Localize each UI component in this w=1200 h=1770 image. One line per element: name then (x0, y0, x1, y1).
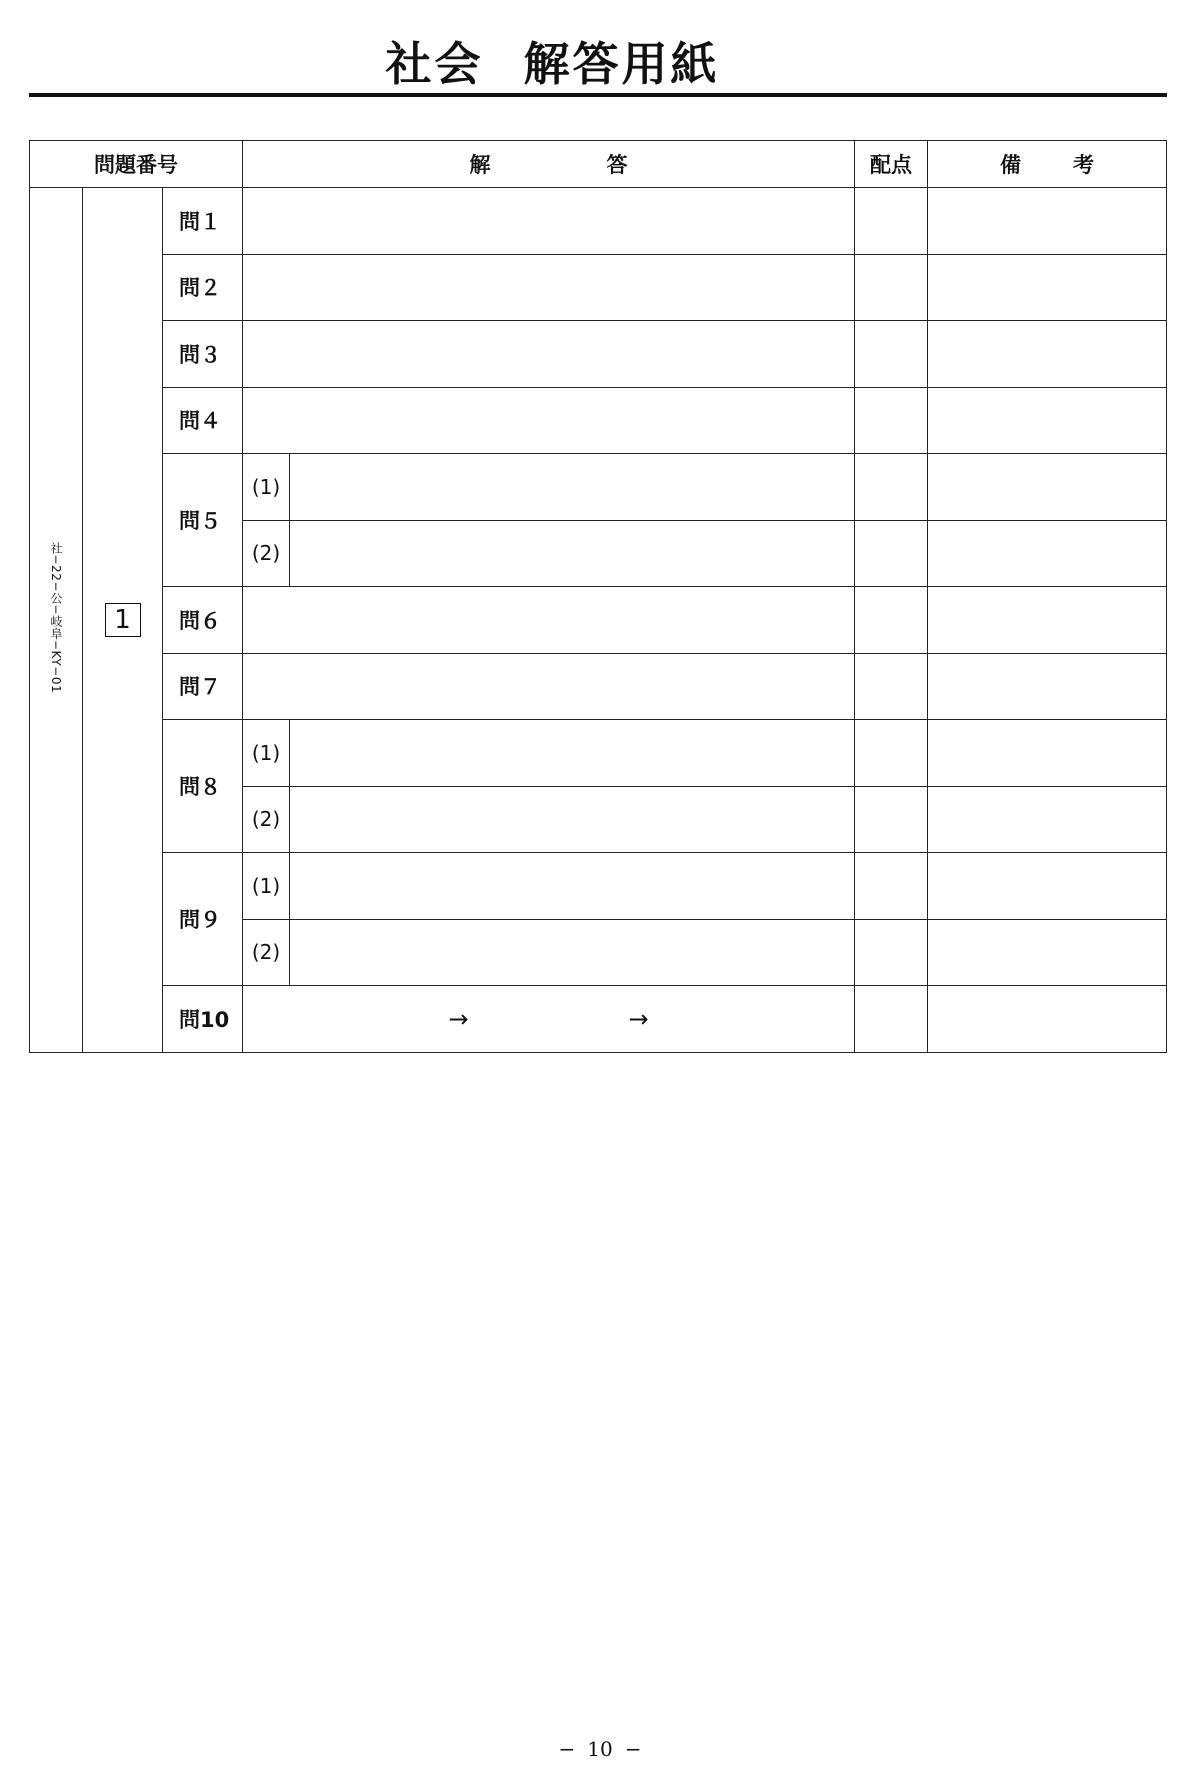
notes-cell-q9-1 (928, 853, 1167, 920)
notes-cell-q8-1 (928, 720, 1167, 787)
answer-cell-q5-1[interactable] (290, 454, 855, 521)
question-label-7: 問７ (163, 653, 243, 720)
header-answer (243, 141, 855, 188)
header-row (30, 141, 1167, 188)
notes-cell-q3 (928, 321, 1167, 388)
notes-cell-q1 (928, 188, 1167, 255)
section-code: 社−22−公−岐阜−KY−01 (49, 541, 63, 693)
title-subject: 社会 (385, 37, 484, 91)
question-label-3: 問３ (163, 321, 243, 388)
answer-cell-q3[interactable] (243, 321, 855, 388)
header-notes-right: 考 (1073, 153, 1095, 177)
sub-label-q8-1: (1) (243, 720, 290, 787)
answer-cell-q1[interactable] (243, 188, 855, 255)
notes-cell-q5-2 (928, 520, 1167, 587)
answer-cell-q8-1[interactable] (290, 720, 855, 787)
notes-cell-q7 (928, 653, 1167, 720)
score-cell-q8-2 (855, 786, 928, 853)
score-cell-q2 (855, 254, 928, 321)
sub-label-q9-1: (1) (243, 853, 290, 920)
score-cell-q5-1 (855, 454, 928, 521)
sub-label-q5-2: (2) (243, 520, 290, 587)
question-label-5: 問５ (163, 454, 243, 587)
title-doc: 解答用紙 (523, 37, 720, 91)
row-q10 (30, 986, 1167, 1053)
section-number-cell (83, 188, 163, 1053)
notes-cell-q6 (928, 587, 1167, 654)
sub-label-q8-2: (2) (243, 786, 290, 853)
notes-cell-q5-1 (928, 454, 1167, 521)
answer-cell-q5-2[interactable] (290, 520, 855, 587)
page-title (0, 34, 1105, 94)
answer-cell-q9-1[interactable] (290, 853, 855, 920)
answer-cell-q4[interactable] (243, 387, 855, 454)
row-q4 (30, 387, 1167, 454)
sub-label-q5-1: (1) (243, 454, 290, 521)
notes-cell-q9-2 (928, 919, 1167, 986)
arrow-2: → (628, 1004, 649, 1033)
answer-sheet-table (29, 140, 1167, 1053)
notes-cell-q4 (928, 387, 1167, 454)
header-answer-right: 答 (606, 153, 628, 177)
arrow-1: → (448, 1004, 469, 1033)
question-label-9: 問９ (163, 853, 243, 986)
page-dash-right: − (624, 1737, 642, 1761)
header-question-number: 問題番号 (30, 141, 243, 188)
answer-cell-q9-2[interactable] (290, 919, 855, 986)
answer-cell-q7[interactable] (243, 653, 855, 720)
page-dash-left: − (558, 1737, 576, 1761)
question-label-4: 問４ (163, 387, 243, 454)
row-q2 (30, 254, 1167, 321)
score-cell-q1 (855, 188, 928, 255)
answer-cell-q2[interactable] (243, 254, 855, 321)
answer-cell-q10[interactable] (243, 986, 855, 1053)
question-label-1: 問１ (163, 188, 243, 255)
question-label-8: 問８ (163, 720, 243, 853)
header-notes-left: 備 (1000, 153, 1022, 177)
row-q8-1 (30, 720, 1167, 787)
row-q5-1 (30, 454, 1167, 521)
question-label-6: 問６ (163, 587, 243, 654)
header-notes (928, 141, 1167, 188)
page-number-value: 10 (587, 1737, 613, 1761)
score-cell-q6 (855, 587, 928, 654)
answer-cell-q6[interactable] (243, 587, 855, 654)
score-cell-q4 (855, 387, 928, 454)
notes-cell-q2 (928, 254, 1167, 321)
row-q9-1 (30, 853, 1167, 920)
section-code-cell (30, 188, 83, 1053)
score-cell-q7 (855, 653, 928, 720)
header-score: 配点 (855, 141, 928, 188)
score-cell-q8-1 (855, 720, 928, 787)
section-number-box: 1 (105, 603, 141, 637)
row-q1 (30, 188, 1167, 255)
score-cell-q5-2 (855, 520, 928, 587)
row-q7 (30, 653, 1167, 720)
score-cell-q10 (855, 986, 928, 1053)
row-q3 (30, 321, 1167, 388)
question-label-2: 問２ (163, 254, 243, 321)
sub-label-q9-2: (2) (243, 919, 290, 986)
row-q6 (30, 587, 1167, 654)
q10-arrow-row (448, 1004, 649, 1033)
answer-cell-q8-2[interactable] (290, 786, 855, 853)
title-underline (29, 93, 1167, 97)
header-answer-left: 解 (469, 153, 491, 177)
score-cell-q3 (855, 321, 928, 388)
notes-cell-q10 (928, 986, 1167, 1053)
notes-cell-q8-2 (928, 786, 1167, 853)
question-label-10: 問10 (163, 986, 243, 1053)
score-cell-q9-1 (855, 853, 928, 920)
score-cell-q9-2 (855, 919, 928, 986)
page-number (0, 1737, 1200, 1761)
